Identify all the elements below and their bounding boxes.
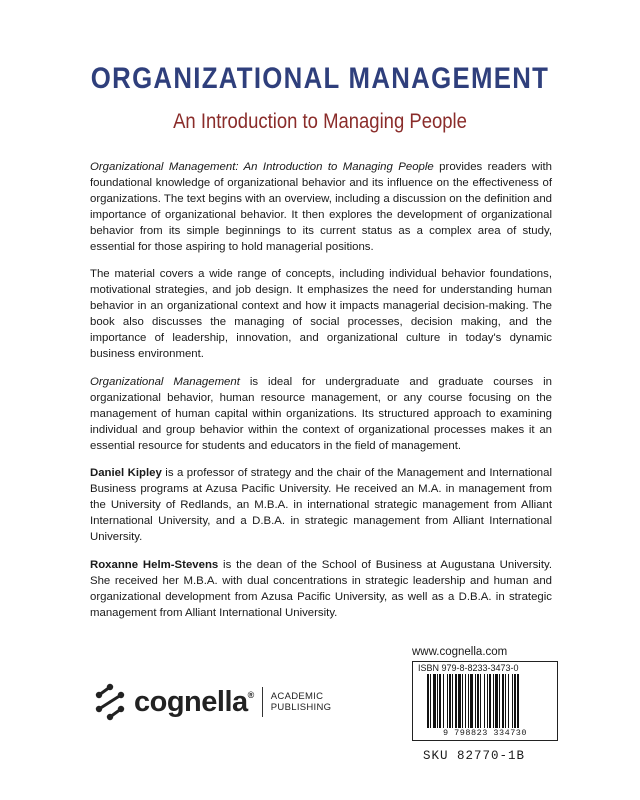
publisher-url: www.cognella.com <box>412 646 508 658</box>
paragraph-text: is ideal for undergraduate and graduate courses in organizational behavior, human resource management, or any course focusing on the management of human capital within organizations. Its structured approach to examining individual and group behavior within the context of organizational processes makes it an essential resource for students and educators in the field of management. <box>90 375 552 452</box>
isbn-text: ISBN 979-8-8233-3473-0 <box>418 663 519 673</box>
publisher-logo <box>93 682 331 722</box>
sku-label: SKU 82770-1B <box>423 749 526 763</box>
description-paragraph-2: The material covers a wide range of concepts, including individual behavior foundations, motivational strategies, and job design. It emphasizes the need for understanding human behavior in an organizational context and how it impacts managerial decision-making. The book also discusses the managing of social processes, decision making, and the importance of leadership, innovation, and organizational culture in today's dynamic business environment. <box>90 268 552 360</box>
description-paragraph-1 <box>90 160 552 255</box>
book-subtitle: An Introduction to Managing People <box>173 110 467 133</box>
book-title-italic: Organizational Management: An Introduction to Managing People <box>90 161 434 173</box>
description-paragraph-3 <box>90 375 552 455</box>
paragraph-text: provides readers with foundational knowledge of organizational behavior and its influence on the effectiveness of organizations. The text begins with an overview, including a discussion on the definition and importance of organizational behavior. It then explores the development of organizational behavior from its simple beginnings to its current status as a complex area of study, essential for those aspiring to hold managerial positions. <box>90 161 552 253</box>
barcode-icon <box>427 674 553 728</box>
author-bio-text: is a professor of strategy and the chair of the Management and International Business programs at Azusa Pacific University. He received an M.A. in management from the University of Redlands, an M.B.A. in international strategic management from Alliant International University, and a D.B.A. in strategic management from Alliant International University. <box>90 467 553 544</box>
book-title-italic: Organizational Management <box>90 375 240 388</box>
author-bio-text: is the dean of the School of Business at Augustana University. She received her M.B.A. with dual concentrations in strategic leadership and human and organizational development from Azusa Pacific University, as well as a D.B.A. in strategic management from Alliant International University. <box>90 558 553 619</box>
publisher-name: cognella® <box>134 685 254 718</box>
back-cover-description <box>90 160 552 634</box>
isbn-barcode-box <box>412 661 558 741</box>
book-title: ORGANIZATIONAL MANAGEMENT <box>90 62 550 95</box>
author-bio-2 <box>90 558 552 622</box>
author-bio-1 <box>90 466 552 546</box>
barcode-number: 9 798823 334730 <box>442 728 527 738</box>
publisher-tagline: ACADEMIC PUBLISHING <box>270 691 332 713</box>
author-name: Daniel Kipley <box>90 467 162 480</box>
cognella-molecule-icon <box>93 683 127 721</box>
logo-divider <box>262 687 263 717</box>
author-name: Roxanne Helm-Stevens <box>90 558 219 571</box>
